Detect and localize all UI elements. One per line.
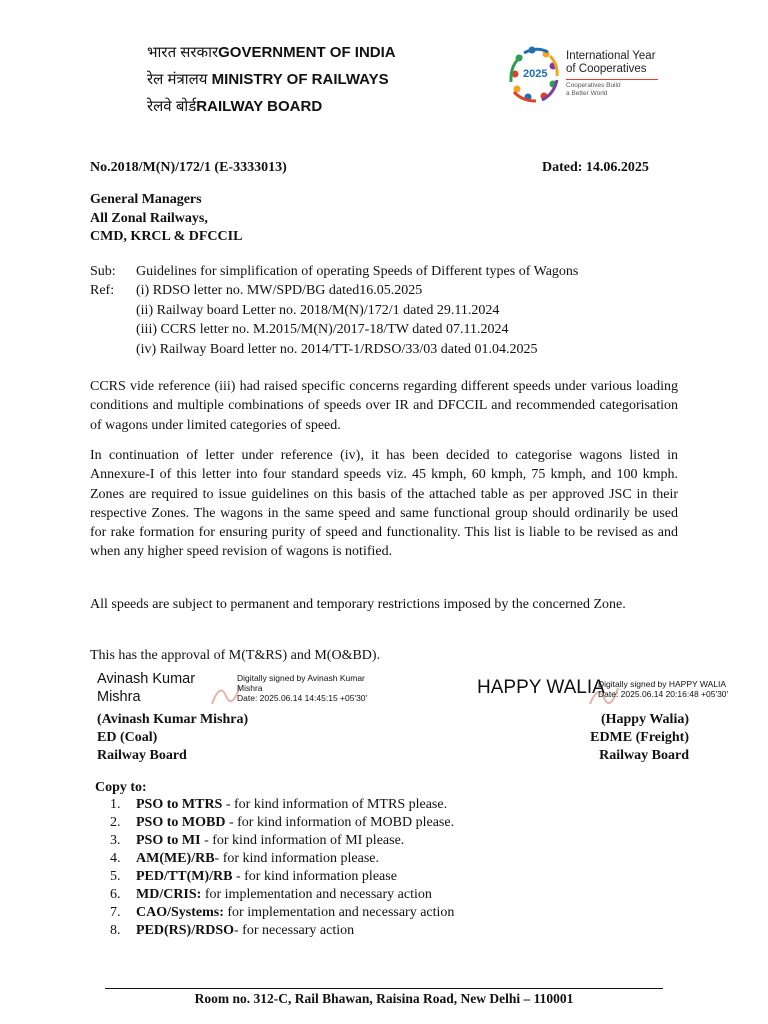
copy-to-item	[110, 868, 454, 886]
copy-to-item-recipient: PSO to MTRS	[136, 797, 223, 812]
copy-to-item-recipient: PED(RS)/RDSO	[136, 923, 235, 938]
signature-left-digital-line3: Date: 2025.06.14 14:45:15 +05'30'	[237, 693, 368, 703]
copy-to-item-recipient: PSO to MOBD	[136, 815, 226, 830]
header-en-government: GOVERNMENT OF INDIA	[218, 44, 396, 61]
logo-tagline-line1: Cooperatives Build	[566, 82, 621, 89]
copy-to-item-number: 4.	[110, 851, 121, 866]
header-line-government	[147, 44, 396, 62]
signature-right-digital-line2: Date: 2025.06.14 20:16:48 +05'30'	[598, 689, 729, 699]
copy-to-item-purpose: for implementation and necessary action	[201, 887, 432, 902]
copy-to-item-purpose: - for kind information of MOBD please.	[225, 815, 455, 830]
signatory-right-designation: EDME (Freight)	[590, 730, 689, 745]
copy-to-item-recipient: PED/TT(M)/RB	[136, 869, 233, 884]
copy-to-item	[110, 886, 454, 904]
logo-tagline-line2: a Better World	[566, 90, 608, 97]
addressee-line: General Managers	[90, 192, 202, 207]
paragraph-continuation: In continuation of letter under reference (iv), it has been decided to categorise wagons listed in Annexure-I of this letter into four standard speeds viz. 45 kmph, 60 kmph, 75 kmph, and 100 kmph. Zones are required to issue guidelines on this basis of the attached table as per approved JSC in their respective Zones. The wagons in the same speed and same functional group should ordinarily be used for rake formation for ensuring purity of speed and functionality. This list is liable to be revised as and when any higher speed revision of wagons is notified.	[90, 448, 678, 560]
footer-divider	[105, 988, 663, 989]
copy-to-item-purpose: for implementation and necessary action	[223, 905, 455, 920]
copy-to-item-number: 2.	[110, 815, 121, 830]
cooperatives-logo	[506, 44, 666, 106]
subject-text: Guidelines for simplification of operating Speeds of Different types of Wagons	[136, 264, 579, 279]
copy-to-item-recipient: AM(ME)/RB	[136, 851, 215, 866]
signature-left-name-line1: Avinash Kumar	[97, 671, 196, 687]
signature-left-digital-line2: Mishra	[237, 683, 263, 693]
copy-to-label: Copy to:	[95, 780, 147, 795]
copy-to-item-number: 5.	[110, 869, 121, 884]
copy-to-item-purpose: - for kind information of MTRS please.	[222, 797, 448, 812]
signatory-right	[590, 711, 689, 765]
signatory-left	[97, 711, 248, 765]
addressee-line: All Zonal Railways,	[90, 210, 208, 226]
copy-to-item-purpose: - for necessary action	[234, 923, 355, 938]
copy-to-item-number: 6.	[110, 887, 121, 902]
copy-to-item-recipient: CAO/Systems:	[136, 905, 224, 920]
copy-to-item-number: 1.	[110, 797, 121, 812]
logo-tagline	[566, 82, 621, 98]
copy-to-item	[110, 904, 454, 922]
paragraph-ccrs: CCRS vide reference (iii) had raised specific concerns regarding different speeds under various loading conditions and multiple combinations of speeds over IR and DFCCIL and recommended categorisation of wagons under limited categories of speed.	[90, 379, 678, 433]
addressee-line: CMD, KRCL & DFCCIL	[90, 229, 243, 244]
letter-number: No.2018/M(N)/172/1 (E-3333013)	[90, 160, 287, 175]
copy-to-item	[110, 796, 454, 814]
copy-to-item-number: 7.	[110, 905, 121, 920]
copy-to-item	[110, 814, 454, 832]
header-hindi-ministry: रेल मंत्रालय	[147, 71, 212, 88]
footer-address: Room no. 312-C, Rail Bhawan, Raisina Road, New Delhi – 110001	[194, 991, 574, 1006]
copy-to-item	[110, 922, 454, 940]
header-hindi-board: रेलवे बोर्ड	[147, 98, 197, 115]
copy-to-item-purpose: - for kind information please	[232, 869, 397, 884]
signature-left-digital	[237, 673, 367, 703]
signatory-left-designation: ED (Coal)	[97, 730, 158, 745]
copy-to-item-purpose: - for kind information of MI please.	[200, 833, 405, 848]
logo-title	[566, 50, 656, 76]
copy-to-item	[110, 850, 454, 868]
header-en-board: RAILWAY BOARD	[196, 98, 323, 115]
header-hindi-government: भारत सरकार	[147, 44, 219, 61]
reference-item: (ii) Railway board Letter no. 2018/M(N)/172/1 dated 29.11.2024	[136, 302, 500, 318]
copy-to-item-recipient: MD/CRIS:	[136, 887, 202, 902]
reference-item: (iii) CCRS letter no. M.2015/M(N)/2017-18/TW dated 07.11.2024	[136, 322, 509, 337]
paragraph-approval: This has the approval of M(T&RS) and M(O&BD).	[90, 648, 381, 663]
signature-left-name	[97, 670, 195, 706]
reference-label: Ref:	[90, 283, 115, 298]
reference-item: (i) RDSO letter no. MW/SPD/BG dated16.05.2025	[136, 283, 423, 298]
signature-right-name: HAPPY WALIA	[477, 677, 605, 698]
letter-date: Dated: 14.06.2025	[542, 160, 649, 175]
subject-label: Sub:	[90, 264, 116, 279]
signature-right-digital-line1: Digitally signed by HAPPY WALIA	[598, 679, 727, 689]
copy-to-item-number: 8.	[110, 923, 121, 938]
signatory-right-office: Railway Board	[599, 748, 689, 763]
copy-to-item	[110, 832, 454, 850]
copy-to-list	[110, 796, 454, 940]
reference-item: (iv) Railway Board letter no. 2014/TT-1/RDSO/33/03 dated 01.04.2025	[136, 341, 538, 357]
paragraph-restrictions: All speeds are subject to permanent and temporary restrictions imposed by the concerned Zone.	[90, 597, 626, 612]
signature-left-name-line2: Mishra	[97, 689, 141, 705]
signatory-left-name: (Avinash Kumar Mishra)	[97, 712, 249, 727]
copy-to-item-purpose: - for kind information please.	[214, 851, 379, 866]
header-en-ministry: MINISTRY OF RAILWAYS	[211, 71, 389, 88]
header-line-board	[147, 98, 322, 116]
signatory-left-office: Railway Board	[97, 748, 187, 763]
logo-title-line2: of Cooperatives	[566, 63, 647, 75]
logo-title-line1: International Year	[566, 50, 656, 62]
signature-left-digital-line1: Digitally signed by Avinash Kumar	[237, 673, 365, 683]
signature-right-digital	[598, 679, 728, 699]
copy-to-item-recipient: PSO to MI	[136, 833, 201, 848]
reference-list	[136, 281, 538, 359]
logo-divider	[566, 79, 658, 80]
addressee	[90, 191, 242, 247]
header-line-ministry	[147, 71, 389, 89]
signatory-right-name: (Happy Walia)	[600, 712, 689, 727]
logo-year: 2025	[523, 68, 548, 80]
copy-to-item-number: 3.	[110, 833, 121, 848]
